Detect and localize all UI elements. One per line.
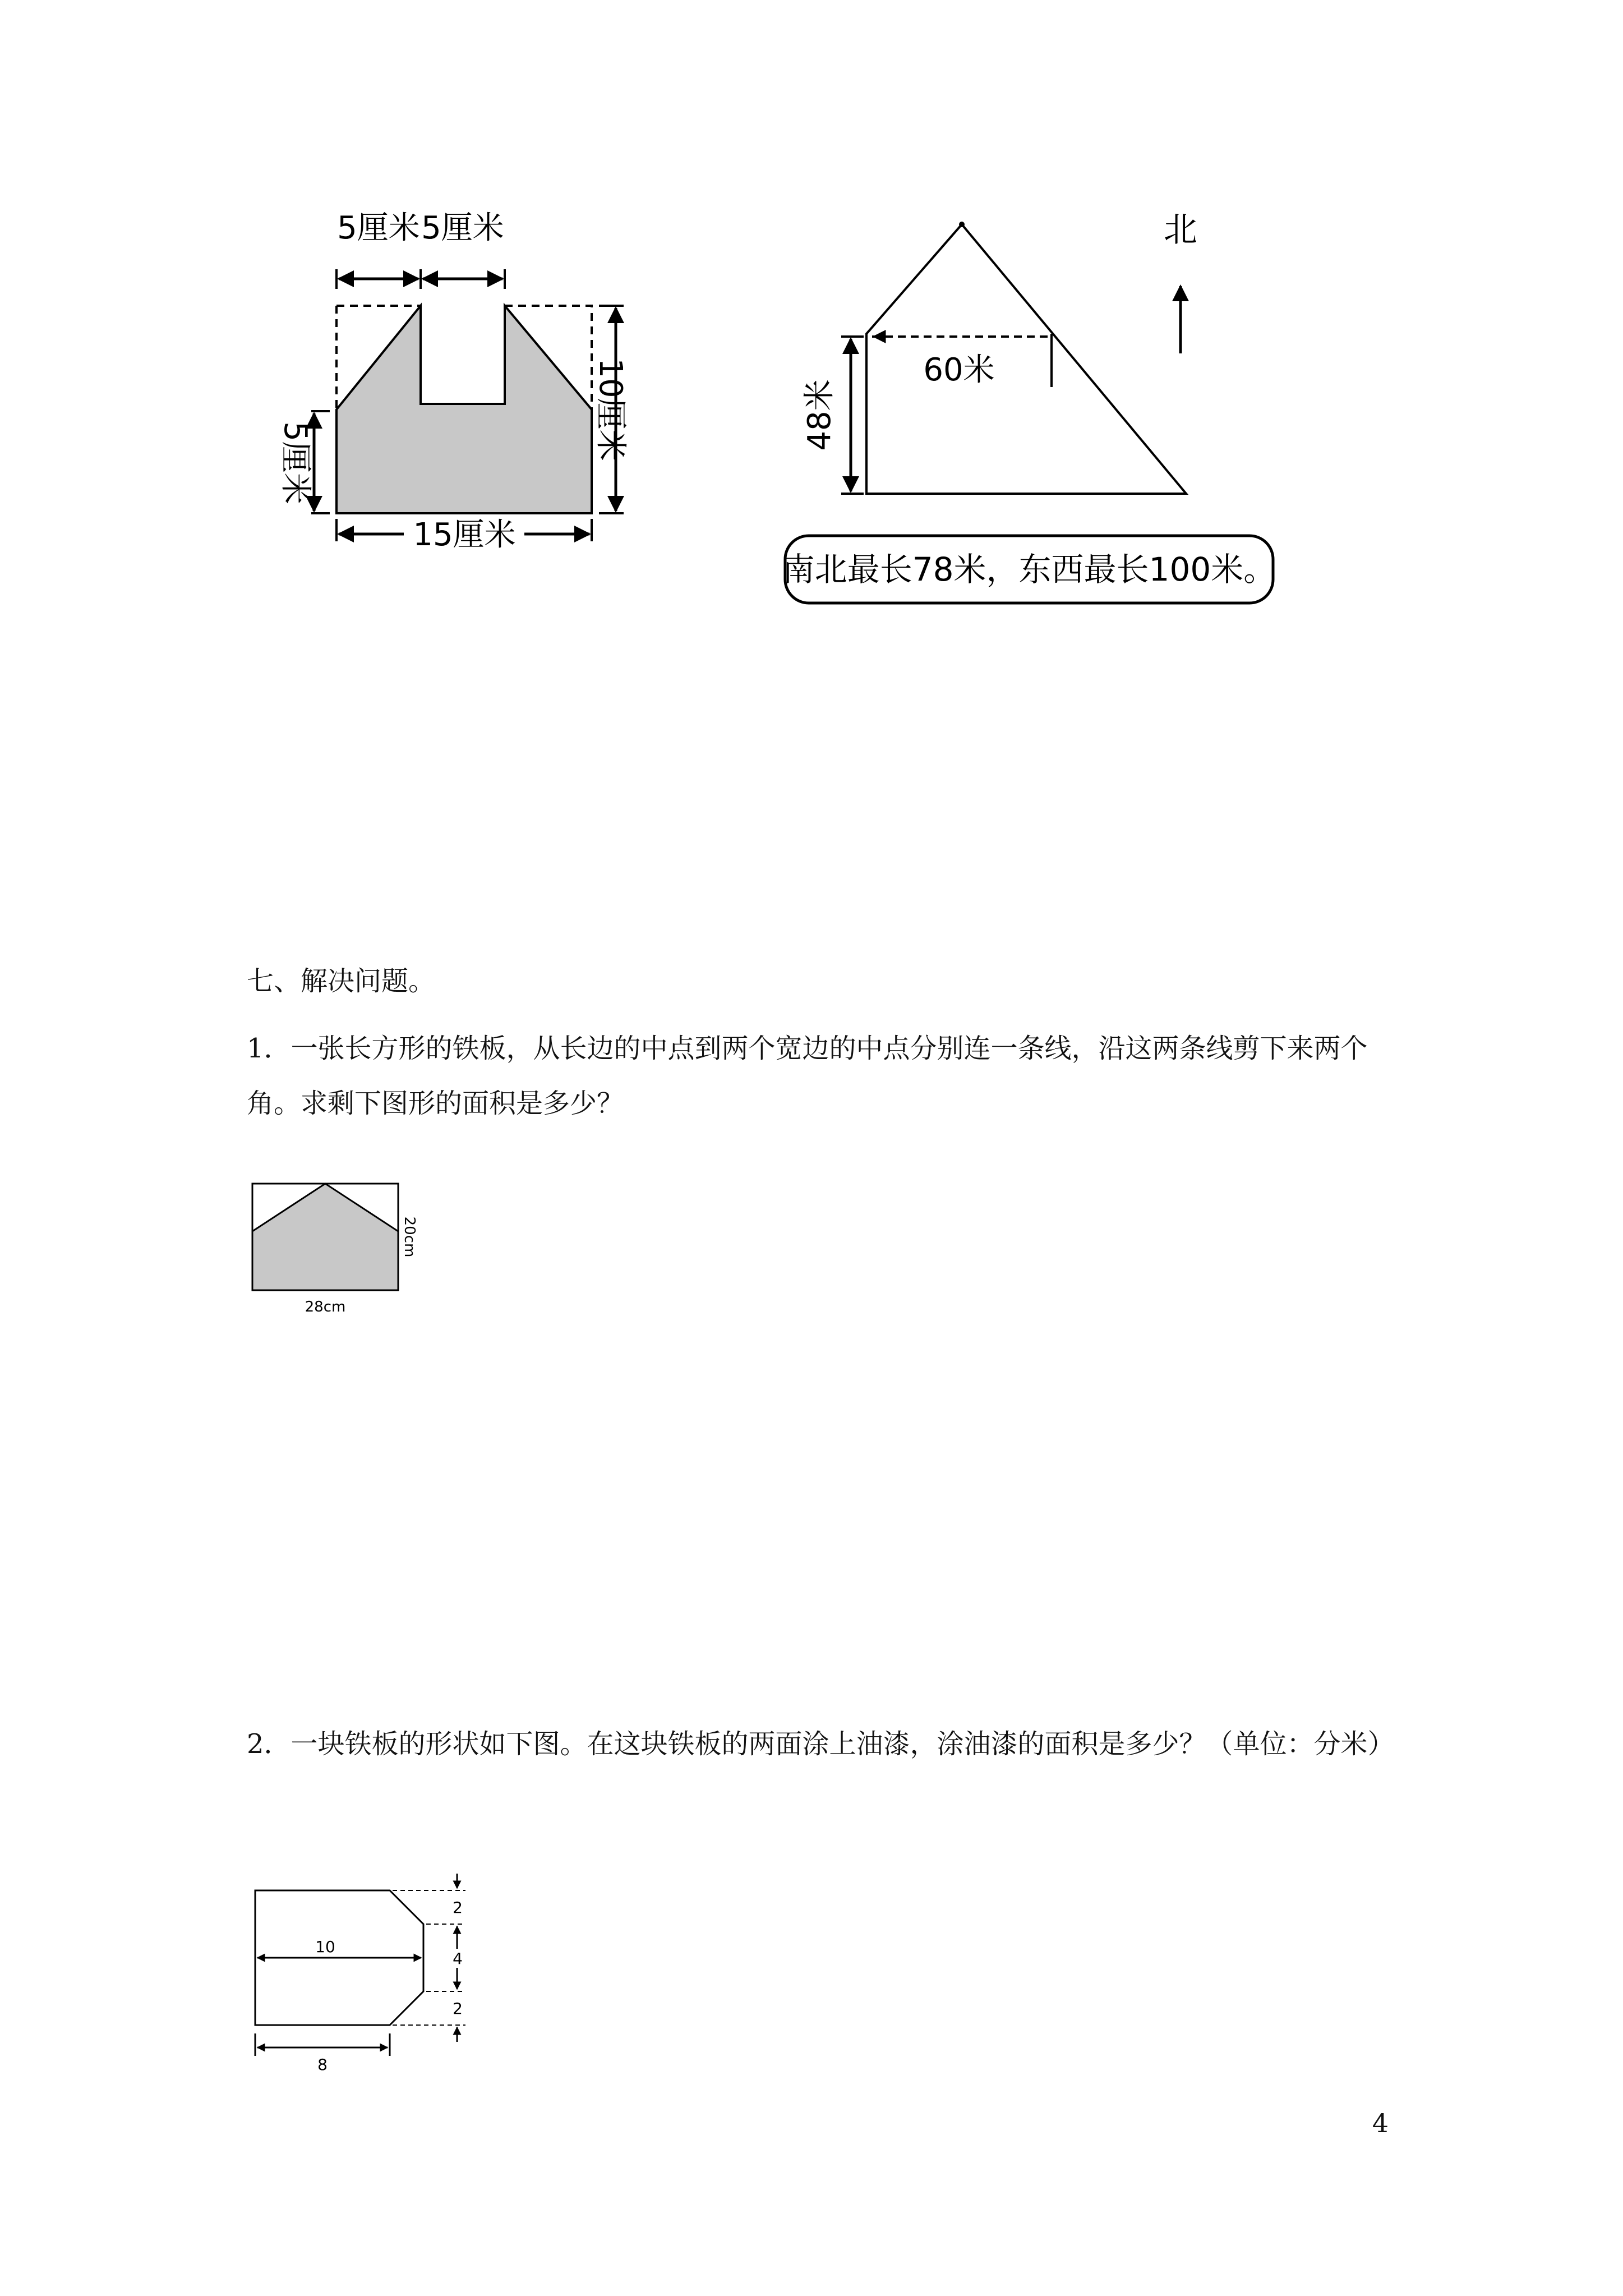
label-top-dim: 2 xyxy=(453,1898,463,1917)
shaded-region xyxy=(336,306,592,513)
label-north: 北 xyxy=(1164,210,1197,250)
page-number: 4 xyxy=(1372,2108,1389,2138)
label-bottom-width: 15厘米 xyxy=(413,517,516,553)
label-height: 20cm xyxy=(401,1216,418,1258)
figure-problem-1 xyxy=(247,1178,449,1324)
label-short: 8 xyxy=(317,2055,328,2074)
problem-2-text: 2．一块铁板的形状如下图。在这块铁板的两面涂上油漆，涂油漆的面积是多少？（单位：分米） xyxy=(247,1728,1395,1760)
problem-1-text: 1．一张长方形的铁板，从长边的中点到两个宽边的中点分别连一条线，沿这两条线剪下来两个角。求剩下图形的面积是多少？ xyxy=(247,1033,1368,1119)
section-title: 七、解决问题。 xyxy=(247,965,436,997)
label-right-height: 10厘米 xyxy=(592,358,629,461)
figure-problem-2 xyxy=(247,1874,494,2087)
label-bot-dim: 2 xyxy=(453,1999,463,2018)
label-left-height: 5厘米 xyxy=(277,421,313,504)
figure-plot-with-north xyxy=(774,202,1279,617)
label-top-left: 5厘米 xyxy=(337,210,420,246)
figure-notched-shape xyxy=(241,199,651,572)
label-long: 10 xyxy=(315,1938,335,1956)
label-width: 60米 xyxy=(923,352,995,388)
shaded-region xyxy=(252,1184,398,1290)
label-height: 48米 xyxy=(801,379,838,451)
note-text: 南北最长78米，东西最长100米。 xyxy=(782,550,1276,588)
label-top-right: 5厘米 xyxy=(421,210,504,246)
label-width: 28cm xyxy=(305,1299,346,1315)
label-mid-dim: 4 xyxy=(453,1949,463,1968)
plot-outline xyxy=(866,224,1186,494)
